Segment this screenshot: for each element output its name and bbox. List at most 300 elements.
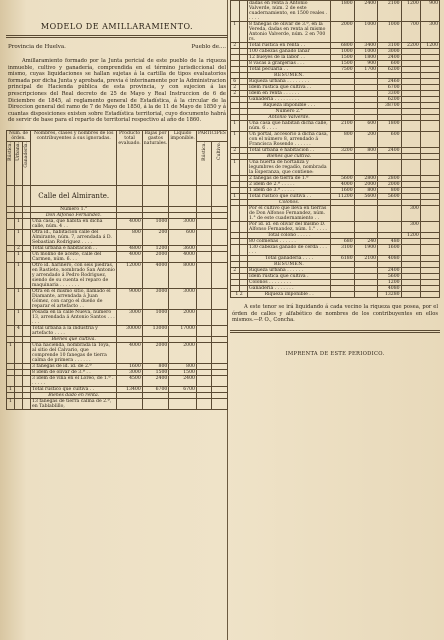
table-cell: 1600 [331,188,354,194]
table-cell: 13400 [117,386,142,392]
table-cell: 600 [354,121,377,132]
table-cell [169,185,197,206]
table-cell [142,185,169,206]
table-cell: 1000 [142,218,169,229]
table-cell [401,160,420,176]
table-cell: Una casa, que habita en dicha calle, núm. 4 . . [31,218,117,229]
table-cell: Total colono . . . . . [248,233,331,239]
table-row [231,245,440,256]
table-cell: 2800 [378,176,401,182]
table-cell: 1 [15,262,23,288]
table-cell: 30000 [117,325,142,336]
table-cell [7,218,15,229]
table-cell [15,185,23,206]
table-cell: 7500 [331,67,354,73]
resumen-heading: RESUMEN. [248,73,331,79]
table-cell [196,141,211,185]
table-cell: 4000 [117,342,142,363]
table-cell: 4800 [117,245,142,251]
table-cell: 100 cabezas ganado lanar [248,49,331,55]
table-cell [239,206,248,222]
table-row [7,325,228,336]
table-cell [7,185,15,206]
table-cell: 3000 [117,369,142,375]
table-cell: 3200 [331,148,354,154]
table-cell [117,398,142,409]
table-cell: 1 [15,251,23,262]
table-cell [23,375,31,386]
table-cell: 1800 [331,1,354,22]
table-cell: 1800 [354,55,377,61]
table-cell [7,288,15,309]
table-cell: 80 colmenas . . . . . . [248,239,331,245]
table-cell: 6800 [331,43,354,49]
table-cell: 3600 [169,245,197,251]
table-cell [401,132,420,148]
table-cell: 3300 [378,91,401,97]
col-rustica2-header: Rústica. [201,141,207,161]
col-liquido-header: Líquido imponible. [169,130,197,185]
table-cell [23,325,31,336]
table-cell: 600 [169,229,197,245]
table-cell: Total rústica en renta . . [248,43,331,49]
table-cell: 3 fanegas de id. id. de 2.ª [31,363,117,369]
table-cell [196,185,211,206]
table-cell [196,251,211,262]
table-cell [7,325,15,336]
table-cell: 2 [231,91,240,97]
table-cell: 2400 [378,148,401,154]
table-cell: 4080 [378,286,401,292]
table-cell [401,292,420,298]
table-cell: Ganadería . . . . . . . [248,286,331,292]
table-cell [331,222,354,233]
table-cell: 2400 [378,55,401,61]
table-cell: 1800 [378,121,401,132]
table-row [231,160,440,176]
table-cell: 1200 [401,233,420,239]
table-cell [420,206,439,222]
table-cell [23,309,31,325]
table-cell: 1600 [378,245,401,256]
table-row [231,292,440,298]
table-cell: 480 [378,239,401,245]
table-cell [378,160,401,176]
table-cell: 2000 [142,251,169,262]
table-cell: 2400 [378,268,401,274]
table-cell [354,222,377,233]
table-cell: 2000 [354,182,377,188]
owner-number-2: Número 2.° [248,109,331,115]
table-cell: 3000 [142,288,169,309]
table-cell: 2000 [331,22,354,43]
table-cell [196,375,211,386]
col-bajas-header: Bajas por gastos naturales. [142,130,169,185]
table-cell [420,121,439,132]
table-cell: 1 [231,22,240,43]
table-cell: 3000 [169,288,197,309]
right-column [230,0,440,640]
owner-number: Número 1.° [31,206,117,212]
table-cell: Otra id., habitacion calle del Almirante, núm. 7, arrendada á D. Sebastian Rodriguez . . . . [31,229,117,245]
col-urbana-header: Urbana. [16,141,22,161]
table-cell: 4000 [142,262,169,288]
table-cell [331,292,354,298]
table-cell: 1500 [331,61,354,67]
table-cell: 2 [15,245,23,251]
table-row [231,132,440,148]
table-cell [212,342,228,363]
table-cell [212,251,228,262]
table-cell: 2200 [401,43,420,49]
table-cell [23,185,31,206]
footer-paragraph: A este tenor se irá liquidando á cada vecino la riqueza que posea, por el órden de calles y alfabético de nombres de los contribuyentes en ellos mismos.—P. O., Concha. [232,304,438,324]
col-orden-header: Núm. de órden. [7,130,31,141]
table-row [7,288,228,309]
table-cell: 2 [231,85,240,91]
left-column [6,0,228,640]
table-cell: Total pecuaria . . [248,67,331,73]
table-cell: 2100 [331,121,354,132]
table-cell: 4000 [117,218,142,229]
table-cell: 300 [401,222,420,233]
table-cell [420,222,439,233]
table-cell [212,288,228,309]
table-cell [239,132,248,148]
ledger-table-left [6,130,228,410]
table-cell [331,160,354,176]
table-cell: 1 [15,229,23,245]
table-cell: 4000 [117,251,142,262]
section-colonos: Colonos. [248,200,331,206]
table-cell [196,325,211,336]
table-cell: 5600 [354,194,377,200]
table-cell: Riqueza imponible . . . [248,103,331,109]
table-cell [196,218,211,229]
table-cell [420,132,439,148]
table-cell: 900 [354,61,377,67]
table-cell: 300 [420,22,439,43]
table-cell: Un portal, accesorio á dicha casa, con el número 8, arrendado á Francisca Rosendo . . . . . . [248,132,331,148]
table-cell: Otro id. harinero, con seis piedras, en Rastieto, nombrado San Antonio y arrendado á Pedro Rodriguez, siendo de su cuenta el reparo de maquinaria . . . . . . . [32,262,115,288]
table-cell: 600 [378,132,401,148]
table-cell: 3100 [378,43,401,49]
table-cell: 6200 [378,67,401,73]
table-cell: 1200 [401,1,420,22]
table-cell: 1 [231,121,240,132]
table-cell: 13280 [378,292,401,298]
table-cell [212,309,228,325]
table-cell: 1200 [420,43,439,49]
table-cell: Total urbana é habitacion . . [248,148,331,154]
col-cultivo-header: Cultivo. [217,141,223,160]
table-cell [212,398,228,409]
table-cell [196,288,211,309]
table-cell: 800 [331,132,354,148]
table-cell [212,185,228,206]
table-cell [239,160,248,176]
table-cell [23,141,31,185]
table-cell [239,245,248,256]
table-cell: 1500 [142,369,169,375]
table-cell: 1 2 [231,292,248,298]
table-cell: 2 [231,268,240,274]
table-cell: 3100 [331,245,354,256]
table-cell: 1200 [142,245,169,251]
table-cell: 1 [231,160,240,176]
table-cell: 5600 [378,274,401,280]
table-cell: 2100 [354,256,377,262]
table-cell: Total rústico que cultiva . . [31,386,117,392]
table-cell: 200 [142,229,169,245]
town-label: Pueblo de.... [191,44,226,50]
table-cell: 800 [117,229,142,245]
table-cell [231,222,240,233]
table-cell: 2400 [354,1,377,22]
table-cell: 700 [401,22,420,43]
table-cell: 800 [169,363,197,369]
table-cell [420,292,439,298]
table-cell [378,222,401,233]
table-cell: 2400 [142,375,169,386]
table-cell [420,160,439,176]
table-cell: 2400 [169,375,197,386]
table-cell: 2000 [169,342,197,363]
table-cell: 130 cabezas ganado de cerda . . . . . . [248,245,331,256]
table-cell: 3000 [378,49,401,55]
table-cell: 1000 [354,22,377,43]
table-row [7,262,228,288]
table-cell: Por id. id. en olivar del mismo D. Alfonso Fernandez, núm. 1.° . . . . [248,222,331,233]
table-cell: 6700 [169,386,197,392]
table-cell: 1000 [354,49,377,55]
table-cell: 2 fanegas de tierra de 1.ª [248,176,331,182]
table-cell: Riqueza urbana . . . . . . . . [248,79,331,85]
table-cell [212,262,228,288]
table-cell: 1700 [354,67,377,73]
printer-imprint: IMPRENTA DE ESTE PERIODICO. [285,350,385,357]
table-cell: 2 [231,148,240,154]
table-cell [23,262,31,288]
table-cell: 4000 [169,251,197,262]
table-cell [7,141,15,185]
table-cell: 1 [7,386,15,392]
table-cell [231,1,240,22]
table-cell: 11200 [331,194,354,200]
col-partidas-header: PARTICIPES [196,130,227,141]
table-cell: 3400 [354,43,377,49]
table-cell [239,121,248,132]
table-cell [212,218,228,229]
table-cell [331,206,354,222]
table-cell: 2460 [378,79,401,85]
table-cell: 3 idem de viña en el Loreo, de 1.ª . . . . . . [31,375,117,386]
table-cell: 8 idem de olivar de 3.ª . . [31,369,117,375]
table-cell: 200 [354,132,377,148]
intro-paragraph: Amillaramiento formado por la Junta pericial de este pueblo de la riqueza inmueble, cultivo y ganadería, comprendida en el término jurisdiccional del mismo, cuyas liquidaciones se hallan sujetas á la cartilla de tipos evaluatorios formada por dicha Junta y aprobada, previa é interinamente por la Administracion principal de Hacienda pública de esta provincia, y con sujecion á las prescripciones del Real decreto de 25 de Mayo y Real Instruccion de 6 de Diciembre de 1845, al reglamento general de Estadística, á la circular de la Direccion general del ramo de 7 de Mayo de 1850, á la de 11 de Mayo de 1850 y á cuantas disposiciones existen sobre Estadística territorial, cuyo documento habrá de servir de base para el reparto de territorial respectivo al año de 1860. [8,58,226,124]
table-cell: 800 [142,363,169,369]
table-cell: 800 [378,188,401,194]
ledger-table-right [230,0,440,298]
table-cell: 4500 [117,375,142,386]
table-cell [7,229,15,245]
header-line [8,44,226,50]
table-cell [212,375,228,386]
table-cell: 300 [401,206,420,222]
table-cell: 1 [231,132,240,148]
table-cell: 1000 [142,309,169,325]
resumen-heading-2: RESUMEN. [248,262,331,268]
table-cell [354,160,377,176]
table-cell [239,1,248,22]
table-cell [23,398,31,409]
table-cell [239,222,248,233]
section-bienes-2: Bienes que cultiva. [248,154,331,160]
table-cell [169,398,197,409]
table-cell [117,185,142,206]
table-cell [239,22,248,43]
table-cell: Idem rústica que cultiva . . [248,85,331,91]
table-cell: Ganadería . . . . . . . . . [248,97,331,103]
table-row [7,218,228,229]
table-cell: 2100 [378,1,401,22]
table-cell: 9000 [117,288,142,309]
table-cell: Una hacienda, nombrada la Toya, al sitio del Calvario, que comprende 10 fanegas de tierra calma de primera . . . . . . [31,342,117,363]
table-cell: 1600 [117,363,142,369]
table-cell: 1200 [378,280,401,286]
table-cell: 6700 [378,85,401,91]
table-cell: 12000 [117,262,142,288]
table-cell [15,398,23,409]
table-cell [401,121,420,132]
owner-name-2: Antonio Valverde. [248,115,331,121]
table-cell: 1 [15,218,23,229]
table-cell: Total rústico que cultiva . . [248,194,331,200]
table-cell [196,398,211,409]
table-cell: 600 [378,61,401,67]
table-cell: Riqueza urbana . . . . . . [248,268,331,274]
table-cell [15,141,23,185]
table-cell: 4000 [331,182,354,188]
title-rule [6,35,228,38]
col-ganaderia-header: Ganadería. [24,141,30,168]
table-cell [231,206,240,222]
table-cell: 1500 [331,55,354,61]
table-cell: 240 [354,239,377,245]
table-cell [142,398,169,409]
table-row [7,229,228,245]
table-row [231,1,440,22]
table-cell: 5600 [331,176,354,182]
table-cell: 1000 [331,49,354,55]
table-cell: 6700 [142,386,169,392]
table-cell: 8 vacas á granjerías . . . [248,61,331,67]
table-cell [7,309,15,325]
table-cell [212,229,228,245]
table-cell: 13 fanegas de tierra calma de 2.ª, en Tablablillo, [31,398,117,409]
table-cell: 800 [354,148,377,154]
table-cell: 1500 [169,369,197,375]
table-row [7,251,228,262]
table-cell [354,206,377,222]
table-cell: 2000 [142,342,169,363]
section-bienes-renta: Bienes dado en renta. [31,392,117,398]
table-cell: 6 [231,79,240,85]
table-cell: Total urbana é habitacion . . [31,245,117,251]
footer-rule [230,330,440,333]
table-cell: 3000 [169,218,197,229]
table-cell: Idem rústica que cultiva . [248,274,331,280]
table-cell: Riqueza imponible . . [248,292,331,298]
table-cell [23,229,31,245]
table-cell: Idem en renta . . . . . . [248,91,331,97]
table-cell: 1000 [378,22,401,43]
table-row [7,309,228,325]
table-cell [354,292,377,298]
table-cell: 13000 [142,325,169,336]
table-row [231,222,440,233]
table-cell: 680 [331,239,354,245]
table-cell [15,375,23,386]
table-cell: 3000 [117,309,142,325]
table-cell [196,262,211,288]
table-row [7,398,228,409]
table-cell: 1 [15,288,23,309]
table-cell: 8000 [169,262,197,288]
table-cell [212,141,228,185]
table-cell: 2000 [378,182,401,188]
owner-name: Don Alfonso Fernandez. [31,212,117,218]
section-bienes: Bienes que cultiva. [31,336,117,342]
table-row [7,375,228,386]
table-cell: 900 [420,1,439,22]
table-cell [23,218,31,229]
table-cell: 1 [7,398,15,409]
table-row [7,342,228,363]
table-cell: Otra en el mismo sitio, llamado el Diamante, arrendada á Juan Gómez, con cargo el dueño de reparar el artefacto . . [31,288,117,309]
table-cell: 12 bueyes de la labor . . [248,55,331,61]
table-cell [420,245,439,256]
table-cell: 8 fanegas de olivar de 3.ª, en la Vereda, dadas en renta al mismo Antonio Valverde, núm. 2 en 700 rs. [248,22,331,43]
table-cell: 2 idem de 2.ª . . . . . [248,182,331,188]
table-row [231,121,440,132]
province-label: Provincia de Huelva. [8,44,66,50]
table-cell: 5600 [378,194,401,200]
table-cell: 6200 [378,97,401,103]
street-heading: Calle del Almirante. [31,185,117,206]
table-cell: Por el cultivo que lleva en tierras de Don Alfonso Fernandez, núm. 1.° de este cuadernamiento . . [248,206,331,222]
table-cell: 2800 [354,176,377,182]
table-cell [7,262,15,288]
table-cell: 38700 [378,103,401,109]
table-cell [23,251,31,262]
table-cell [401,245,420,256]
table-cell [7,375,15,386]
table-cell: 1 idem de 3.ª . . . . . [248,188,331,194]
table-cell [231,245,240,256]
table-cell: Total urbana á la industria y artefacto . . . . [31,325,117,336]
table-row [231,22,440,43]
table-cell: 1900 [354,245,377,256]
col-rustica-header: Rústica. [8,141,13,161]
col-nombres-header: Nombres, clases y nombres de los contribuyentes á sus ignoradas. [31,130,117,185]
table-cell: 17000 [169,325,197,336]
table-cell: 800 [354,188,377,194]
table-cell: Un molino de aceite, calle del Carmen, núm. 6. . . [31,251,117,262]
table-cell: Colonos . . . . . . . . [248,280,331,286]
table-cell: 6180 [331,256,354,262]
col-producto-header: Producto total evaluado. [117,130,142,185]
